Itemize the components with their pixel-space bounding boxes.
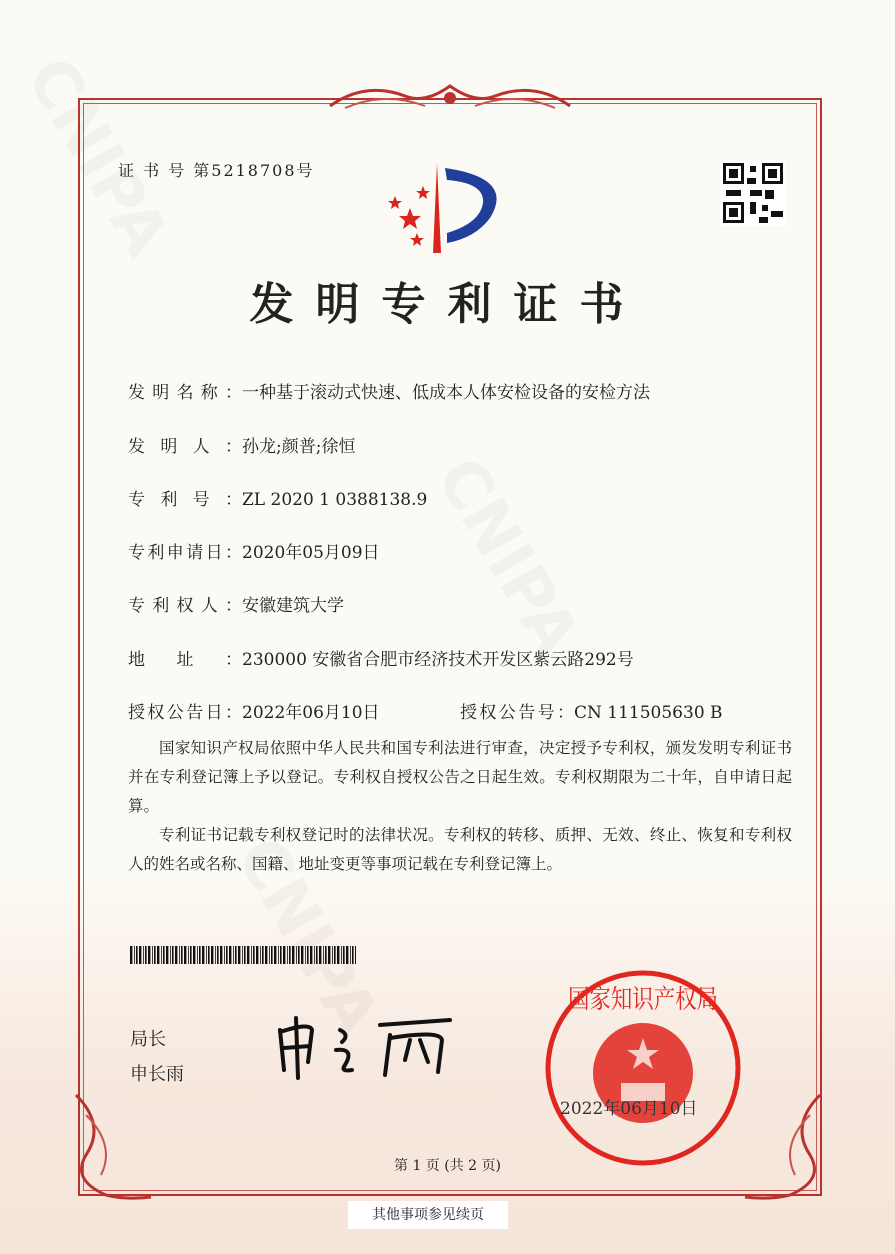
barcode-bar — [262, 946, 264, 964]
barcode-bar — [202, 946, 204, 964]
barcode-bar — [301, 946, 303, 964]
barcode-bar — [310, 946, 312, 964]
field-patent-number: 专利号：ZL 2020 1 0388138.9 — [128, 490, 428, 510]
field-application-date: 专利申请日：2020年05月09日 — [128, 543, 380, 563]
barcode-bar — [145, 946, 147, 964]
barcode-bar — [244, 946, 246, 964]
official-seal-icon — [543, 968, 743, 1168]
barcode-bar — [193, 946, 195, 964]
barcode-bar — [208, 946, 210, 964]
barcode-bar — [253, 946, 255, 964]
continued-note: 其他事项参见续页 — [348, 1201, 508, 1229]
barcode-bar — [166, 946, 168, 964]
barcode-bar — [274, 946, 276, 964]
barcode-bar — [199, 946, 201, 964]
barcode-bar — [134, 946, 135, 964]
field-patentee: 专利权人：安徽建筑大学 — [128, 596, 344, 616]
barcode-bar — [307, 946, 309, 964]
barcode-bar — [179, 946, 180, 964]
barcode-bar — [292, 946, 294, 964]
barcode-bar — [152, 946, 153, 964]
corner-ornament-icon — [66, 1085, 156, 1205]
barcode-bar — [355, 946, 356, 964]
barcode-bar — [278, 946, 279, 964]
barcode-bar — [175, 946, 177, 964]
barcode-bar — [224, 946, 225, 964]
barcode-bar — [161, 946, 162, 964]
barcode-bar — [314, 946, 315, 964]
field-address: 地址：230000 安徽省合肥市经济技术开发区紫云路292号 — [128, 650, 634, 670]
barcode-bar — [163, 946, 165, 964]
barcode-bar — [305, 946, 306, 964]
barcode-bar — [188, 946, 189, 964]
field-invention-name: 发明名称：一种基于滚动式快速、低成本人体安检设备的安检方法 — [128, 383, 650, 403]
qr-code-icon — [720, 160, 786, 226]
barcode-icon — [130, 946, 356, 964]
barcode-bar — [271, 946, 273, 964]
director-title: 局长 — [130, 1029, 166, 1050]
barcode-bar — [181, 946, 183, 964]
field-announcement-number: 授权公告号：CN 111505630 B — [460, 703, 723, 723]
barcode-bar — [143, 946, 144, 964]
barcode-bar — [238, 946, 240, 964]
barcode-bar — [280, 946, 282, 964]
barcode-bar — [328, 946, 330, 964]
barcode-bar — [170, 946, 171, 964]
signature-icon — [270, 1010, 470, 1080]
barcode-bar — [130, 946, 132, 964]
barcode-bar — [206, 946, 207, 964]
barcode-bar — [325, 946, 327, 964]
barcode-bar — [332, 946, 333, 964]
barcode-bar — [352, 946, 354, 964]
barcode-bar — [229, 946, 231, 964]
seal-date: 2022年06月10日 — [560, 1099, 698, 1119]
barcode-bar — [251, 946, 252, 964]
cnipa-logo-icon — [385, 158, 515, 258]
barcode-bar — [289, 946, 291, 964]
barcode-bar — [211, 946, 213, 964]
barcode-bar — [265, 946, 267, 964]
barcode-bar — [337, 946, 339, 964]
corner-ornament-icon — [740, 1085, 830, 1205]
barcode-bar — [184, 946, 186, 964]
page-info: 第 1 页 (共 2 页) — [394, 1158, 501, 1174]
barcode-bar — [256, 946, 258, 964]
certificate-number: 证 书 号 第5218708号 — [118, 161, 315, 180]
barcode-bar — [316, 946, 318, 964]
barcode-bar — [334, 946, 336, 964]
barcode-bar — [242, 946, 243, 964]
barcode-bar — [220, 946, 222, 964]
barcode-bar — [226, 946, 228, 964]
barcode-bar — [154, 946, 156, 964]
barcode-bar — [235, 946, 237, 964]
barcode-bar — [157, 946, 159, 964]
barcode-bar — [190, 946, 192, 964]
barcode-bar — [298, 946, 300, 964]
field-inventors: 发明人：孙龙;颜普;徐恒 — [128, 437, 356, 457]
barcode-bar — [136, 946, 138, 964]
barcode-bar — [269, 946, 270, 964]
barcode-bar — [148, 946, 150, 964]
barcode-bar — [215, 946, 216, 964]
barcode-bar — [296, 946, 297, 964]
seal-text: 国家知识产权局 — [568, 985, 718, 1015]
barcode-bar — [233, 946, 234, 964]
barcode-bar — [343, 946, 345, 964]
barcode-bar — [247, 946, 249, 964]
barcode-bar — [350, 946, 351, 964]
director-name: 申长雨 — [130, 1064, 184, 1085]
top-ornament-icon — [325, 76, 575, 116]
paragraph: 国家知识产权局依照中华人民共和国专利法进行审查，决定授予专利权，颁发发明专利证书并在专利登记簿上予以登记。专利权自授权公告之日起生效。专利权期限为二十年，自申请日起算。 — [128, 739, 792, 815]
certificate-body — [128, 734, 792, 879]
barcode-bar — [172, 946, 174, 964]
barcode-bar — [283, 946, 285, 964]
barcode-bar — [319, 946, 321, 964]
barcode-bar — [323, 946, 324, 964]
barcode-bar — [217, 946, 219, 964]
barcode-bar — [346, 946, 348, 964]
field-grant-date: 授权公告日：2022年06月10日 — [128, 703, 380, 723]
barcode-bar — [197, 946, 198, 964]
paragraph: 专利证书记载专利权登记时的法律状况。专利权的转移、质押、无效、终止、恢复和专利权人的姓名或名称、国籍、地址变更等事项记载在专利登记簿上。 — [128, 826, 792, 873]
certificate-title: 发明专利证书 — [249, 279, 646, 330]
barcode-bar — [139, 946, 141, 964]
barcode-bar — [341, 946, 342, 964]
barcode-bar — [287, 946, 288, 964]
barcode-bar — [260, 946, 261, 964]
